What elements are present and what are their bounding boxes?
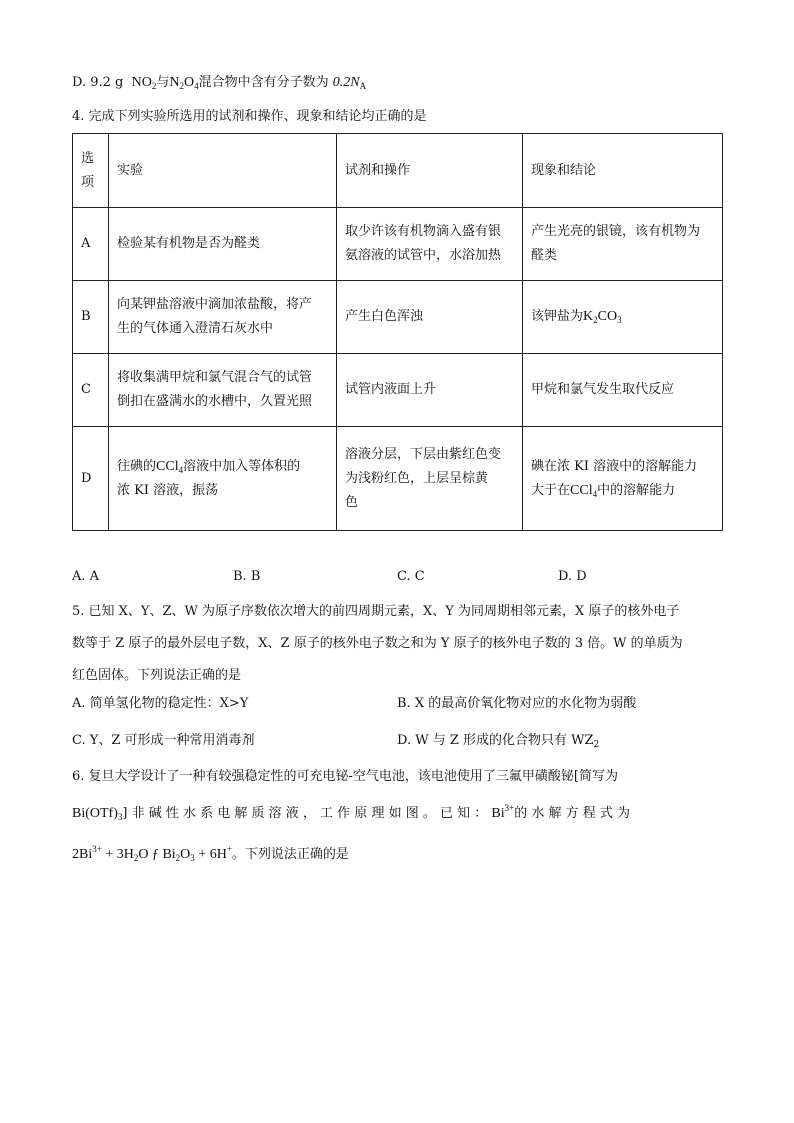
q6-stem-line1: 6. 复旦大学设计了一种有较强稳定性的可充电铋-空气电池，该电池使用了三氟甲磺酸铋[简写为 xyxy=(72,769,619,784)
q3-option-d: D. 9.2 g $NO_2$与$N_2O_4$混合物中含有分子数为 $0.2N_A$ xyxy=(72,75,367,91)
q5-option-c[interactable]: C. Y、Z 可形成一种常用消毒剂 xyxy=(72,733,255,748)
table-row xyxy=(73,427,723,531)
table-row xyxy=(73,208,723,281)
q5-stem-line3: 红色固体。下列说法正确的是 xyxy=(72,668,242,683)
row-conclusion: 甲烷和氯气发生取代反应 xyxy=(523,354,723,427)
choice-b[interactable]: B. B xyxy=(233,569,261,584)
header-reagents: 试剂和操作 xyxy=(337,134,523,208)
choice-a[interactable]: A. A xyxy=(72,569,100,584)
choice-d[interactable]: D. D xyxy=(558,569,587,584)
row-experiment: 向某钾盐溶液中滴加浓盐酸，将产 生的气体通入澄清石灰水中 xyxy=(109,281,337,354)
header-option: 选 项 xyxy=(73,134,109,208)
row-conclusion: 碘在浓 KI 溶液中的溶解能力 大于在CCl$_4$中的溶解能力 xyxy=(523,427,723,531)
row-reagents: 取少许该有机物滴入盛有银 氨溶液的试管中，水浴加热 xyxy=(337,208,523,281)
row-option: B xyxy=(73,281,109,354)
row-option: C xyxy=(73,354,109,427)
q5-option-d[interactable]: D. W 与 Z 形成的化合物只有 $WZ_2$ xyxy=(397,733,600,750)
row-experiment: 往碘的CCl$_4$溶液中加入等体积的 浓 KI 溶液，振荡 xyxy=(109,427,337,531)
q6-stem-line2: $Bi(OTf)_3$] 非 碱 性 水 系 电 解 质 溶 液 ， 工 作 原 理 如 图 。 已 知 ： $Bi^{3+}$的 水 解 方 程 式 为 xyxy=(72,803,630,822)
q5-option-b[interactable]: B. X 的最高价氧化物对应的水化物为弱酸 xyxy=(397,696,637,711)
header-experiment: 实验 xyxy=(109,134,337,208)
row-option: D xyxy=(73,427,109,531)
table-row xyxy=(73,281,723,354)
q5-stem-line2: 数等于 Z 原子的最外层电子数，X、Z 原子的核外电子数之和为 Y 原子的核外电子数的 3 倍。W 的单质为 xyxy=(72,636,683,651)
header-conclusion: 现象和结论 xyxy=(523,134,723,208)
row-experiment: 检验某有机物是否为醛类 xyxy=(109,208,337,281)
row-conclusion: 该钾盐为$K_2CO_3$ xyxy=(523,281,723,354)
row-reagents: 试管内液面上升 xyxy=(337,354,523,427)
experiment-table xyxy=(72,133,723,531)
row-conclusion: 产生光亮的银镜，该有机物为 醛类 xyxy=(523,208,723,281)
q4-stem: 4. 完成下列实验所选用的试剂和操作、现象和结论均正确的是 xyxy=(72,109,427,124)
row-option: A xyxy=(73,208,109,281)
q5-option-a[interactable]: A. 简单氢化物的稳定性：X>Y xyxy=(72,696,249,711)
table-header-row xyxy=(73,134,723,208)
q6-hydrolysis-equation: $2Bi^{3+} + 3H_2O$ ƒ $Bi_2O_3 + 6H^+$。下列说法正确的是 xyxy=(72,844,349,863)
q4-choices xyxy=(72,569,722,584)
row-experiment: 将收集满甲烷和氯气混合气的试管 倒扣在盛满水的水槽中，久置光照 xyxy=(109,354,337,427)
q5-stem-line1: 5. 已知 X、Y、Z、W 为原子序数依次增大的前四周期元素，X、Y 为同周期相邻元素，X 原子的核外电子 xyxy=(72,604,680,619)
row-reagents: 溶液分层，下层由紫红色变 为浅粉红色，上层呈棕黄 色 xyxy=(337,427,523,531)
choice-c[interactable]: C. C xyxy=(397,569,425,584)
table-row xyxy=(73,354,723,427)
row-reagents: 产生白色浑浊 xyxy=(337,281,523,354)
